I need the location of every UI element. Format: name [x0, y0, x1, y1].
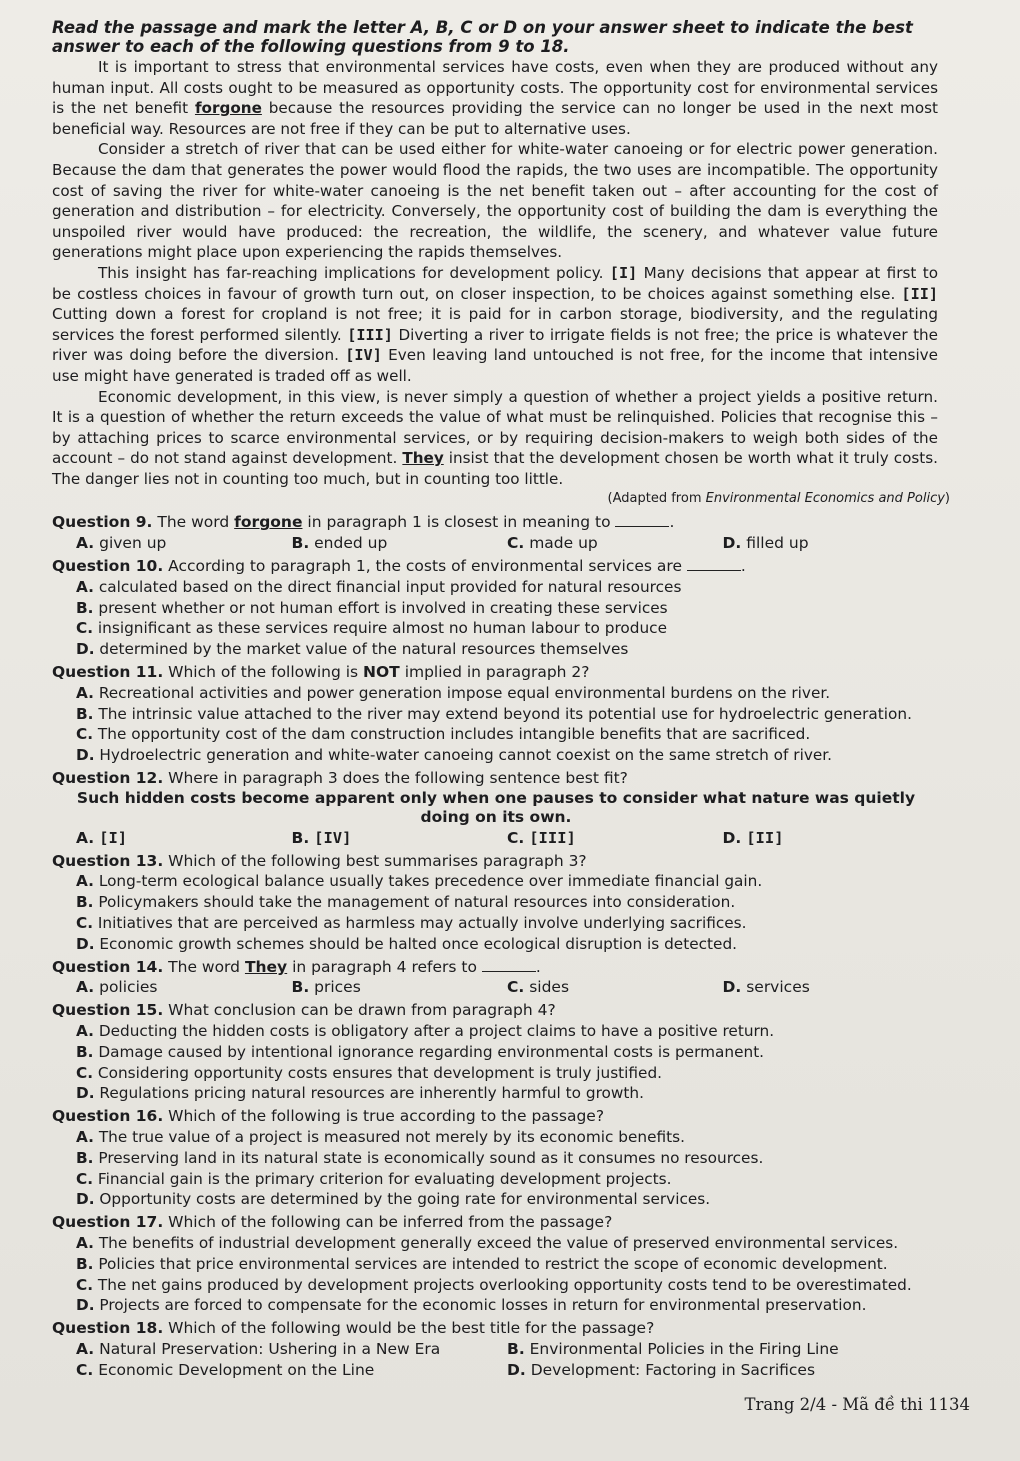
- question-10: [52, 556, 938, 660]
- option-b[interactable]: B. ended up: [291, 534, 388, 553]
- option-c[interactable]: C. made up: [507, 534, 598, 553]
- option-c[interactable]: C. The net gains produced by development projects overlooking opportunity costs tend to be overestimated.: [76, 1275, 912, 1294]
- page-footer: Trang 2/4 - Mã đề thi 1134: [744, 1395, 970, 1414]
- option-d[interactable]: D. Development: Factoring in Sacrifices: [507, 1361, 816, 1380]
- marker-iii: [III]: [347, 325, 393, 344]
- question-12: [52, 768, 938, 849]
- question-17-stem: Question 17. Which of the following can be inferred from the passage?: [52, 1213, 613, 1232]
- option-c[interactable]: C. Economic Development on the Line: [76, 1361, 375, 1380]
- instruction-heading: Read the passage and mark the letter A, B, C or D on your answer sheet to indicate the best answer to each of the following questions from 9 to 18.: [52, 18, 913, 56]
- option-d[interactable]: D. services: [722, 978, 810, 997]
- option-a[interactable]: A. Deducting the hidden costs is obligatory after a project claims to have a positive return.: [76, 1022, 775, 1040]
- answer-blank: [615, 512, 669, 527]
- option-b[interactable]: B. Policies that price environmental services are intended to restrict the scope of economic development.: [76, 1254, 888, 1273]
- option-a[interactable]: A. Recreational activities and power generation impose equal environmental burdens on the river.: [76, 683, 831, 702]
- answer-blank: [687, 556, 741, 571]
- paragraph-1: It is important to stress that environmental services have costs, even when they are produced without any human input. All costs ought to be measured as opportunity costs. The opportunity cost for environmental services is the net benefit forgone because the resources providing the service can no longer be used in the next most beneficial way. Resources are not free if they can be put to alternative uses.: [52, 58, 938, 138]
- paragraph-2: Consider a stretch of river that can be used either for white-water canoeing or for electric power generation. Because the dam that generates the power would flood the rapids, the two uses are incompatible. The opportunity cost of saving the river for white-water canoeing is the net benefit taken out – after accounting for the cost of generation and distribution – for electricity. Conversely, the opportunity cost of building the dam is everything the unspoiled river would have produced: the recreation, the wildlife, the scenery, and whatever value future generations might place upon experiencing the rapids themselves.: [52, 140, 938, 262]
- option-d[interactable]: D. [II]: [722, 828, 784, 847]
- marker-i: [I]: [609, 263, 638, 282]
- option-c[interactable]: C. Considering opportunity costs ensures that development is truly justified.: [76, 1063, 663, 1082]
- option-d[interactable]: D. filled up: [722, 534, 809, 553]
- question-14: [52, 957, 938, 999]
- option-c[interactable]: C. Financial gain is the primary criterion for evaluating development projects.: [76, 1169, 672, 1188]
- question-16: [52, 1106, 938, 1210]
- option-b[interactable]: B. prices: [291, 978, 361, 997]
- option-b[interactable]: B. Policymakers should take the management of natural resources into consideration.: [76, 893, 736, 912]
- option-c[interactable]: C. Initiatives that are perceived as harmless may actually involve underlying sacrifices.: [76, 914, 747, 933]
- option-c[interactable]: C. insignificant as these services require almost no human labour to produce: [76, 619, 667, 638]
- question-18: [52, 1318, 938, 1382]
- question-9-stem: Question 9. The word forgone in paragraph 1 is closest in meaning to .: [52, 513, 675, 532]
- question-10-stem: Question 10. According to paragraph 1, the costs of environmental services are .: [52, 557, 746, 576]
- option-a[interactable]: A. given up: [76, 534, 167, 553]
- option-b[interactable]: B. The intrinsic value attached to the river may extend beyond its potential use for hydroelectric generation.: [76, 704, 912, 723]
- option-d[interactable]: D. Regulations pricing natural resources are inherently harmful to growth.: [76, 1084, 644, 1103]
- option-a[interactable]: A. [I]: [76, 828, 128, 847]
- question-9: [52, 512, 938, 554]
- option-a[interactable]: A. Long-term ecological balance usually takes precedence over immediate financial gain.: [76, 872, 763, 891]
- question-11-stem: Question 11. Which of the following is NOT implied in paragraph 2?: [52, 663, 590, 682]
- option-d[interactable]: D. Opportunity costs are determined by the going rate for environmental services.: [76, 1190, 711, 1209]
- question-18-options-row-2: [52, 1360, 938, 1382]
- option-d[interactable]: D. Economic growth schemes should be halted once ecological disruption is detected.: [76, 934, 738, 953]
- underlined-word-forgone: forgone: [194, 99, 262, 118]
- question-14-options: [52, 977, 938, 998]
- underlined-word-they: They: [402, 449, 444, 468]
- passage-source: (Adapted from Environmental Economics and Policy): [607, 491, 950, 507]
- option-b[interactable]: B. [IV]: [291, 828, 352, 847]
- insert-sentence: Such hidden costs become apparent only when one pauses to consider what nature was quietly doing on its own.: [76, 788, 916, 827]
- option-b[interactable]: B. Preserving land in its natural state is economically sound as it consumes no resources.: [76, 1148, 764, 1167]
- answer-blank: [482, 957, 536, 972]
- question-13: [52, 851, 938, 955]
- option-b[interactable]: B. present whether or not human effort is involved in creating these services: [76, 598, 668, 617]
- marker-iv: [IV]: [345, 346, 382, 365]
- question-18-options-row-1: [52, 1339, 938, 1361]
- option-a[interactable]: A. The benefits of industrial development generally exceed the value of preserved environmental services.: [76, 1233, 899, 1252]
- marker-ii: [II]: [901, 284, 938, 303]
- question-15-stem: Question 15. What conclusion can be drawn from paragraph 4?: [52, 1001, 556, 1020]
- option-c[interactable]: C. [III]: [507, 828, 576, 847]
- question-12-stem: Question 12. Where in paragraph 3 does the following sentence best fit?: [52, 769, 628, 788]
- option-c[interactable]: C. sides: [507, 978, 570, 997]
- option-b[interactable]: B. Environmental Policies in the Firing Line: [507, 1339, 839, 1358]
- option-c[interactable]: C. The opportunity cost of the dam construction includes intangible benefits that are sacrificed.: [76, 725, 811, 744]
- option-a[interactable]: A. calculated based on the direct financial input provided for natural resources: [76, 577, 682, 596]
- paragraph-4: Economic development, in this view, is never simply a question of whether a project yields a positive return. It is a question of whether the return exceeds the value of what must be relinquished. Policies that recognise this – by attaching prices to scarce environmental services, or by requiring decision-makers to weigh both sides of the account – do not stand against development. They insist that the development chosen be worth what it truly costs. The danger lies not in counting too much, but in counting too little.: [52, 387, 939, 488]
- question-14-stem: Question 14. The word They in paragraph 4 refers to .: [52, 957, 541, 976]
- question-18-stem: Question 18. Which of the following would be the best title for the passage?: [52, 1319, 655, 1338]
- option-a[interactable]: A. Natural Preservation: Ushering in a New Era: [76, 1339, 441, 1358]
- option-d[interactable]: D. Projects are forced to compensate for the economic losses in return for environmental preservation.: [76, 1296, 867, 1315]
- paragraph-3: This insight has far-reaching implications for development policy. [I] Many decisions that appear at first to be costless choices in favour of growth turn out, on closer inspection, to be choices against something else. [II] Cutting down a forest for cropland is not free; it is paid for in carbon storage, biodiversity, and the regulating services the forest performed silently. [III] Diverting a river to irrigate fields is not free; the price is whatever the river was doing before the diversion. [IV] Even leaving land untouched is not free, for the income that intensive use might have generated is traded off as well.: [52, 263, 939, 385]
- question-13-stem: Question 13. Which of the following best summarises paragraph 3?: [52, 851, 587, 870]
- option-a[interactable]: A. policies: [76, 978, 158, 997]
- option-a[interactable]: A. The true value of a project is measured not merely by its economic benefits.: [76, 1127, 686, 1146]
- reading-passage: [52, 57, 950, 508]
- option-b[interactable]: B. Damage caused by intentional ignorance regarding environmental costs is permanent.: [76, 1042, 765, 1061]
- question-16-stem: Question 16. Which of the following is true according to the passage?: [52, 1107, 605, 1126]
- question-11: [52, 662, 938, 766]
- question-12-options: [52, 828, 938, 849]
- option-d[interactable]: D. Hydroelectric generation and white-water canoeing cannot coexist on the same stretch of river.: [76, 746, 833, 765]
- question-17: [52, 1212, 938, 1316]
- question-9-options: [52, 533, 938, 554]
- question-15: [52, 1000, 938, 1104]
- option-d[interactable]: D. determined by the market value of the natural resources themselves: [76, 640, 629, 659]
